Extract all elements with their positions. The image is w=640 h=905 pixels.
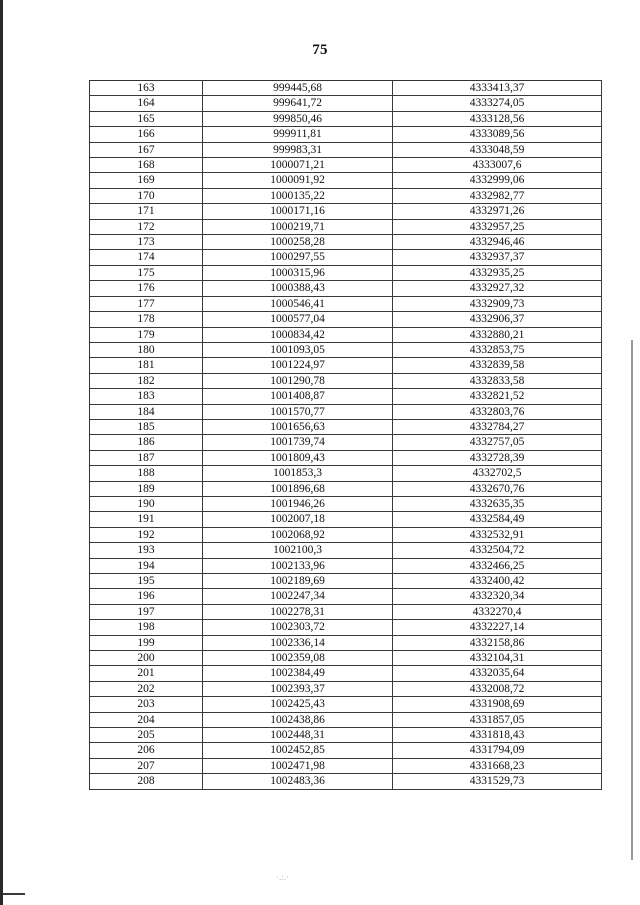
x-coordinate-cell: 1002303,72 [203,620,393,635]
x-coordinate-cell: 1001946,26 [203,496,393,511]
y-coordinate-cell: 4333007,6 [393,158,602,173]
x-coordinate-cell: 1000546,41 [203,296,393,311]
scan-edge-right [631,340,633,860]
y-coordinate-cell: 4332971,26 [393,204,602,219]
x-coordinate-cell: 1001656,63 [203,419,393,434]
x-coordinate-cell: 1000577,04 [203,312,393,327]
x-coordinate-cell: 1002247,34 [203,589,393,604]
y-coordinate-cell: 4333048,59 [393,142,602,157]
table-row [90,373,602,388]
y-coordinate-cell: 4332584,49 [393,512,602,527]
x-coordinate-cell: 1001408,87 [203,389,393,404]
table-row [90,250,602,265]
page-number: 75 [312,42,328,58]
table-row [90,235,602,250]
y-coordinate-cell: 4332821,52 [393,389,602,404]
x-coordinate-cell: 1002452,85 [203,743,393,758]
y-coordinate-cell: 4331908,69 [393,697,602,712]
x-coordinate-cell: 1002483,36 [203,774,393,789]
y-coordinate-cell: 4332008,72 [393,681,602,696]
table-row [90,204,602,219]
y-coordinate-cell: 4332227,14 [393,620,602,635]
x-coordinate-cell: 1001570,77 [203,404,393,419]
point-number-cell: 188 [90,466,203,481]
point-number-cell: 187 [90,450,203,465]
table-row [90,127,602,142]
table-row [90,327,602,342]
y-coordinate-cell: 4332270,4 [393,604,602,619]
point-number-cell: 167 [90,142,203,157]
point-number-cell: 197 [90,604,203,619]
y-coordinate-cell: 4331794,09 [393,743,602,758]
x-coordinate-cell: 1000171,16 [203,204,393,219]
y-coordinate-cell: 4331668,23 [393,758,602,773]
y-coordinate-cell: 4332999,06 [393,173,602,188]
table-row [90,758,602,773]
table-row [90,681,602,696]
table-row [90,743,602,758]
table-row [90,389,602,404]
table-row [90,265,602,280]
point-number-cell: 169 [90,173,203,188]
x-coordinate-cell: 1002359,08 [203,651,393,666]
point-number-cell: 184 [90,404,203,419]
table-row [90,558,602,573]
y-coordinate-cell: 4333128,56 [393,111,602,126]
point-number-cell: 163 [90,81,203,96]
table-row [90,450,602,465]
point-number-cell: 171 [90,204,203,219]
point-number-cell: 191 [90,512,203,527]
point-number-cell: 185 [90,419,203,434]
y-coordinate-cell: 4332982,77 [393,188,602,203]
x-coordinate-cell: 1002278,31 [203,604,393,619]
x-coordinate-cell: 1000091,92 [203,173,393,188]
table-row [90,312,602,327]
x-coordinate-cell: 999911,81 [203,127,393,142]
y-coordinate-cell: 4332635,35 [393,496,602,511]
x-coordinate-cell: 1000219,71 [203,219,393,234]
y-coordinate-cell: 4332909,73 [393,296,602,311]
y-coordinate-cell: 4332466,25 [393,558,602,573]
point-number-cell: 196 [90,589,203,604]
y-coordinate-cell: 4331818,43 [393,728,602,743]
table-row [90,219,602,234]
x-coordinate-cell: 1002393,37 [203,681,393,696]
point-number-cell: 201 [90,666,203,681]
y-coordinate-cell: 4332853,75 [393,342,602,357]
y-coordinate-cell: 4332946,46 [393,235,602,250]
y-coordinate-cell: 4332784,27 [393,419,602,434]
table-row [90,620,602,635]
table-row [90,574,602,589]
x-coordinate-cell: 1002384,49 [203,666,393,681]
table-row [90,81,602,96]
point-number-cell: 174 [90,250,203,265]
table-row [90,527,602,542]
table-row [90,342,602,357]
point-number-cell: 176 [90,281,203,296]
table-row [90,604,602,619]
y-coordinate-cell: 4331529,73 [393,774,602,789]
y-coordinate-cell: 4332400,42 [393,574,602,589]
x-coordinate-cell: 1002007,18 [203,512,393,527]
y-coordinate-cell: 4332035,64 [393,666,602,681]
x-coordinate-cell: 1000071,21 [203,158,393,173]
y-coordinate-cell: 4332104,31 [393,651,602,666]
x-coordinate-cell: 1001290,78 [203,373,393,388]
table-row [90,635,602,650]
coordinates-table [89,80,602,790]
point-number-cell: 202 [90,681,203,696]
point-number-cell: 181 [90,358,203,373]
y-coordinate-cell: 4332504,72 [393,543,602,558]
x-coordinate-cell: 999445,68 [203,81,393,96]
y-coordinate-cell: 4332935,25 [393,265,602,280]
y-coordinate-cell: 4333413,37 [393,81,602,96]
point-number-cell: 200 [90,651,203,666]
y-coordinate-cell: 4332670,76 [393,481,602,496]
table-row [90,173,602,188]
point-number-cell: 177 [90,296,203,311]
table-row [90,466,602,481]
point-number-cell: 175 [90,265,203,280]
point-number-cell: 204 [90,712,203,727]
y-coordinate-cell: 4332880,21 [393,327,602,342]
point-number-cell: 186 [90,435,203,450]
table-row [90,496,602,511]
point-number-cell: 178 [90,312,203,327]
point-number-cell: 189 [90,481,203,496]
y-coordinate-cell: 4332906,37 [393,312,602,327]
y-coordinate-cell: 4332833,58 [393,373,602,388]
x-coordinate-cell: 999641,72 [203,96,393,111]
y-coordinate-cell: 4332158,86 [393,635,602,650]
table-row [90,712,602,727]
x-coordinate-cell: 1001896,68 [203,481,393,496]
y-coordinate-cell: 4333274,05 [393,96,602,111]
point-number-cell: 194 [90,558,203,573]
scan-edge-bottom [3,893,25,895]
x-coordinate-cell: 1002471,98 [203,758,393,773]
y-coordinate-cell: 4331857,05 [393,712,602,727]
point-number-cell: 206 [90,743,203,758]
table-row [90,728,602,743]
table-row [90,697,602,712]
x-coordinate-cell: 999983,31 [203,142,393,157]
x-coordinate-cell: 1002133,96 [203,558,393,573]
x-coordinate-cell: 1000315,96 [203,265,393,280]
table-row [90,666,602,681]
y-coordinate-cell: 4333089,56 [393,127,602,142]
x-coordinate-cell: 1002425,43 [203,697,393,712]
table-row [90,543,602,558]
scan-smudge: ·.:.· [276,872,289,882]
point-number-cell: 172 [90,219,203,234]
point-number-cell: 165 [90,111,203,126]
table-row [90,419,602,434]
x-coordinate-cell: 1002336,14 [203,635,393,650]
table-row [90,142,602,157]
y-coordinate-cell: 4332937,37 [393,250,602,265]
point-number-cell: 170 [90,188,203,203]
point-number-cell: 168 [90,158,203,173]
y-coordinate-cell: 4332839,58 [393,358,602,373]
table-row [90,774,602,789]
table-row [90,589,602,604]
point-number-cell: 183 [90,389,203,404]
x-coordinate-cell: 1001739,74 [203,435,393,450]
point-number-cell: 192 [90,527,203,542]
y-coordinate-cell: 4332957,25 [393,219,602,234]
x-coordinate-cell: 1002068,92 [203,527,393,542]
x-coordinate-cell: 1002100,3 [203,543,393,558]
table-row [90,512,602,527]
point-number-cell: 164 [90,96,203,111]
table-row [90,296,602,311]
coordinates-table-body [90,81,602,790]
point-number-cell: 190 [90,496,203,511]
x-coordinate-cell: 1001093,05 [203,342,393,357]
point-number-cell: 208 [90,774,203,789]
point-number-cell: 179 [90,327,203,342]
point-number-cell: 193 [90,543,203,558]
x-coordinate-cell: 1000135,22 [203,188,393,203]
x-coordinate-cell: 1000258,28 [203,235,393,250]
table-row [90,281,602,296]
table-row [90,404,602,419]
y-coordinate-cell: 4332803,76 [393,404,602,419]
point-number-cell: 198 [90,620,203,635]
y-coordinate-cell: 4332757,05 [393,435,602,450]
y-coordinate-cell: 4332927,32 [393,281,602,296]
table-row [90,158,602,173]
y-coordinate-cell: 4332320,34 [393,589,602,604]
x-coordinate-cell: 1001809,43 [203,450,393,465]
y-coordinate-cell: 4332702,5 [393,466,602,481]
point-number-cell: 182 [90,373,203,388]
x-coordinate-cell: 999850,46 [203,111,393,126]
point-number-cell: 207 [90,758,203,773]
x-coordinate-cell: 1000388,43 [203,281,393,296]
table-row [90,651,602,666]
table-row [90,96,602,111]
x-coordinate-cell: 1002448,31 [203,728,393,743]
table-row [90,188,602,203]
point-number-cell: 180 [90,342,203,357]
x-coordinate-cell: 1000834,42 [203,327,393,342]
x-coordinate-cell: 1001224,97 [203,358,393,373]
point-number-cell: 199 [90,635,203,650]
point-number-cell: 205 [90,728,203,743]
table-row [90,481,602,496]
scan-edge-left [0,0,3,905]
table-row [90,358,602,373]
y-coordinate-cell: 4332532,91 [393,527,602,542]
table-row [90,111,602,126]
table-row [90,435,602,450]
point-number-cell: 166 [90,127,203,142]
x-coordinate-cell: 1001853,3 [203,466,393,481]
y-coordinate-cell: 4332728,39 [393,450,602,465]
x-coordinate-cell: 1000297,55 [203,250,393,265]
point-number-cell: 195 [90,574,203,589]
point-number-cell: 173 [90,235,203,250]
point-number-cell: 203 [90,697,203,712]
x-coordinate-cell: 1002189,69 [203,574,393,589]
x-coordinate-cell: 1002438,86 [203,712,393,727]
